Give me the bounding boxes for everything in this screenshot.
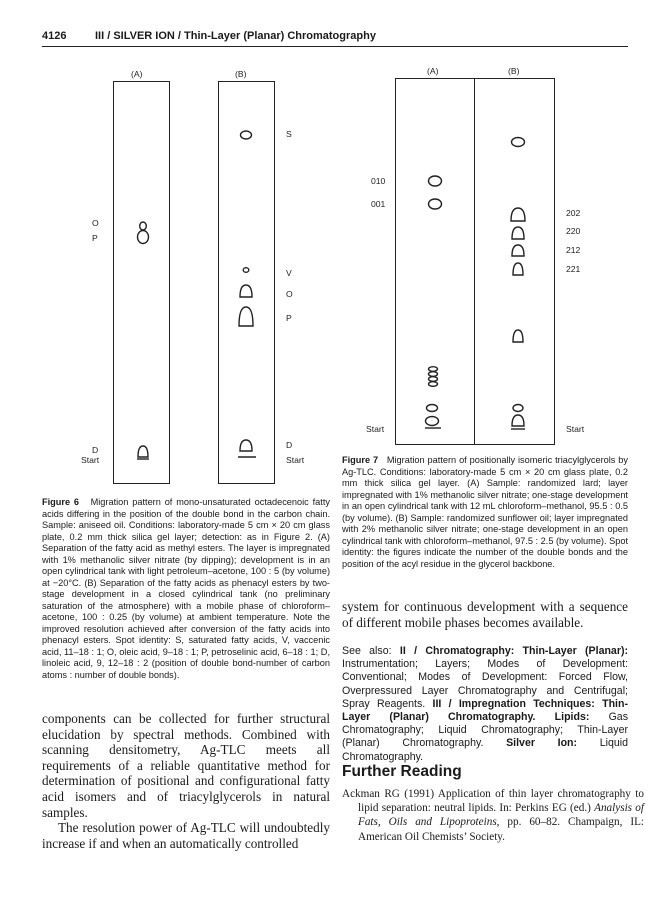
- see-also-link-lipids[interactable]: Lipids:: [554, 711, 590, 724]
- spot-7a-001: [429, 199, 442, 209]
- left-body-text: [42, 711, 330, 851]
- spot-b-p: [239, 307, 253, 326]
- spot-b-o: [240, 285, 252, 297]
- reference-ackman-1991: [342, 787, 644, 844]
- see-also-text-4: Liquid Chromatography.: [342, 737, 628, 763]
- fig7-left-label-010: 010: [371, 176, 386, 186]
- page-number: 4126: [42, 30, 67, 42]
- further-reading-heading: Further Reading: [342, 763, 462, 780]
- fig7-right-label-220: 220: [566, 226, 581, 236]
- fig6-left-label-start: Start: [81, 455, 100, 465]
- fig7-right-label-221: 221: [566, 264, 581, 274]
- figure7-caption-label: Figure 7: [342, 455, 379, 465]
- fig6-left-label-p: P: [92, 233, 98, 243]
- fig7-right-label-202: 202: [566, 208, 581, 218]
- spot-7a-010: [429, 176, 442, 186]
- spot-7a-low-1: [427, 405, 438, 412]
- spot-a-p: [138, 231, 149, 244]
- spot-b-s: [241, 131, 252, 139]
- see-also-prefix: See also:: [342, 645, 392, 657]
- see-also-link-silver-ion[interactable]: Silver Ion:: [506, 737, 578, 750]
- fig6-left-label-o: O: [92, 218, 99, 228]
- fig7-right-label-212: 212: [566, 245, 581, 255]
- fig6-left-label-d: D: [92, 445, 99, 455]
- see-also-text-1: Instrumentation; Layers; Modes of Development: Conventional; Modes of Development: Forced Flow, Overpressured Layer Chromatography and Centrifugal; Spray Reagents.: [342, 658, 628, 710]
- spot-7a-band-1: [429, 367, 438, 372]
- spot-7b-top: [512, 138, 525, 147]
- fig7-spots: [340, 60, 600, 450]
- fig6-right-label-o: O: [286, 289, 293, 299]
- spot-7a-low-2: [426, 417, 439, 426]
- spot-7a-band-3: [429, 377, 438, 382]
- reference-text-end: pp. 60–82. Champaign, IL: American Oil Chemists’ Society.: [358, 816, 645, 843]
- fig6-lane-a-label: (A): [131, 69, 143, 79]
- left-body-paragraph-1: components can be collected for further structural elucidation by spectral methods. Combined with scanning densitometry, Ag-TLC meets all requirements of a reliable quantitative method for determination of positional and configurational fatty acid isomers and of triacylglycerols in natural samples.: [42, 711, 330, 820]
- spot-7b-202: [511, 208, 525, 221]
- reference-text-start: Ackman RG (1991) Application of thin layer chromatography to lipid separation: neutral lipids. In: Perkins EG (ed.): [342, 788, 644, 815]
- reference-book-title: Analysis of Fats, Oils and Lipoproteins,: [358, 802, 644, 829]
- spot-7b-221: [513, 263, 523, 275]
- spot-7b-low-2: [512, 415, 524, 426]
- fig7-left-label-001: 001: [371, 199, 386, 209]
- see-also-text-3: Gas Chromatography; Liquid Chromatography; Thin-Layer (Planar) Chromatography.: [342, 711, 628, 750]
- spot-a-d: [138, 446, 148, 457]
- fig7-left-label-start: Start: [366, 424, 385, 434]
- spot-7a-band-4: [429, 382, 438, 387]
- right-body-text: system for continuous development with a sequence of different mobile phases becomes available.: [342, 599, 628, 630]
- spot-7b-mid: [513, 330, 523, 342]
- figure6-caption-text: Migration pattern of mono-unsaturated octadecenoic fatty acids differing in the position of the double bond in the carbon chain. Sample: aniseed oil. Conditions: laboratory-made 5 cm × 20 cm glass plate, 0.2 mm thick silica gel layer; detection: as in Figure 2. (A) Separation of the fatty acid as methyl esters. The layer is impregnated with 1% methanolic silver nitrate (by dipping); development is in an open cylindrical tank with light petroleum–acetone, 100 : 5 (by volume) at −20°C. (B) Separation of the fatty acids as phenacyl esters by two-stage development in a closed cylindrical tank (no preliminary saturation of the atmosphere) with a mobile phase of chloroform–acetone, 100 : 0.25 (by volume) at ambient temperature. Note the improved resolution achieved after conversion of the fatty acids into phenacyl esters. Spot identity: S, saturated fatty acids, V, vaccenic acid, 11–18 : 1; O, oleic acid, 9–18 : 1; P, petroselinic acid, 6–18 : 1; D, linoleic acid, 9, 12–18 : 2 (position of double bond-number of carbon atoms : number of double bonds).: [42, 497, 330, 680]
- fig6-right-label-v: V: [286, 268, 292, 278]
- see-also-link-thin-layer[interactable]: II / Chromatography: Thin-Layer (Planar):: [399, 645, 628, 657]
- fig6-right-label-start: Start: [286, 455, 305, 465]
- spot-a-o: [140, 222, 147, 230]
- fig6-right-label-s: S: [286, 129, 292, 139]
- fig7-lane-b-label: (B): [508, 66, 520, 76]
- spot-7b-212: [512, 245, 524, 256]
- figure7-caption-text: Migration pattern of positionally isomeric triacylglycerols by Ag-TLC. Conditions: laboratory-made 5 cm × 20 cm glass plate, 0.2 mm thick silica gel layer. (A) Sample: randomized lard; layer impregnated with 1% methanolic silver nitrate; one-stage development in an open cylindrical tank with 12 mL chloroform–methanol, 95.5 : 0.5 (by volume). (B) Sample: randomized sunflower oil; layer impregnated with 2% methanolic silver nitrate; one-stage development in an open cylindrical tank with chloroform–methanol, 97.5 : 2.5 (by volume). Spot identity: the figures indicate the number of the double bonds and the position of the acyl residue in the glycerol backbone.: [342, 455, 628, 569]
- fig6-spots: [0, 0, 340, 490]
- spot-b-v: [243, 268, 249, 273]
- running-title: III / SILVER ION / Thin-Layer (Planar) Chromatography: [95, 30, 376, 42]
- spot-7b-220: [512, 227, 524, 239]
- figure7-caption: [342, 455, 628, 570]
- fig6-right-label-d: D: [286, 440, 293, 450]
- figure6-caption: [42, 497, 330, 681]
- fig6-right-label-p: P: [286, 313, 292, 323]
- figure6-caption-label: Figure 6: [42, 497, 80, 507]
- spot-7a-band-2: [429, 372, 438, 377]
- see-also-block: [342, 645, 628, 764]
- spot-7b-low-1: [513, 405, 523, 412]
- fig7-lane-a-label: (A): [427, 66, 439, 76]
- left-body-paragraph-2: The resolution power of Ag-TLC will undoubtedly increase if and when an automatically controlled: [42, 820, 330, 851]
- see-also-link-impregnation[interactable]: III / Impregnation Techniques: Thin-Layer (Planar) Chromatography.: [342, 697, 628, 724]
- fig7-right-label-start: Start: [566, 424, 585, 434]
- fig6-lane-b-label: (B): [235, 69, 247, 79]
- spot-b-d: [240, 440, 252, 451]
